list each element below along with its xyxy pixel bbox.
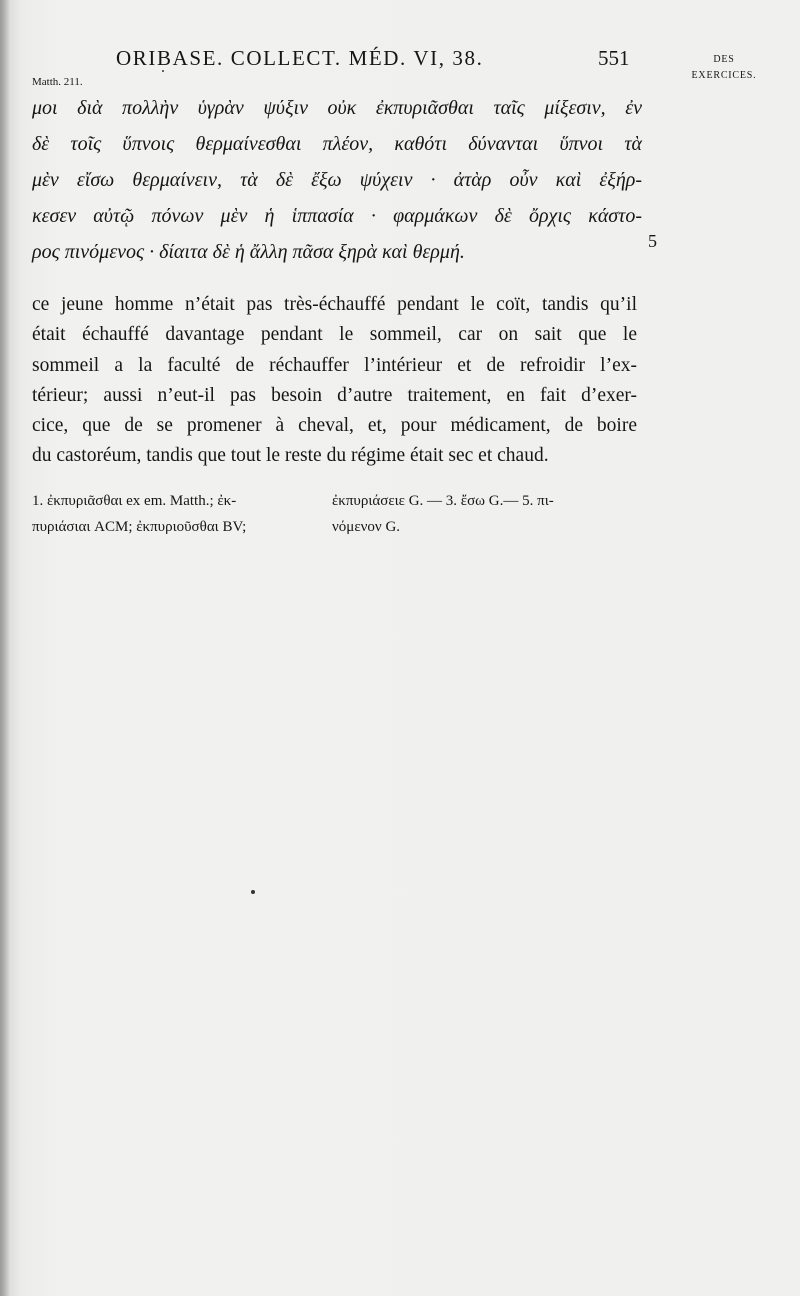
page-number: 551 — [598, 46, 630, 70]
running-header: ORIBASE. COLLECT. MÉD. VI, 38. — [116, 46, 484, 70]
greek-line: κεσεν αὐτῷ πόνων μὲν ἡ ἱππασία · φαρμάκων δὲ ὄρχις κάστο- — [32, 205, 642, 227]
footnotes-column-right — [332, 488, 642, 540]
paper-speck — [251, 890, 255, 894]
footnote-line: νόμενον G. — [332, 519, 401, 535]
edition-reference: Matth. 211. — [32, 76, 83, 88]
french-line: térieur; aussi n’eut-il pas besoin d’autre traitement, en fait d’exer- — [32, 384, 637, 406]
margin-note-line: EXERCICES. — [691, 70, 757, 81]
line-number-marker: 5 — [648, 231, 657, 251]
french-line: ce jeune homme n’était pas très-échauffé pendant le coït, tandis qu’il — [32, 294, 637, 315]
paper-speck — [162, 70, 164, 72]
footnote-line: 1. ἐκπυριᾶσθαι ex em. Matth.; ἐκ- — [32, 493, 237, 509]
right-margin-note — [684, 52, 764, 84]
binding-shadow — [0, 0, 10, 1296]
french-line: sommeil a la faculté de réchauffer l’intérieur et de refroidir l’ex- — [32, 354, 637, 376]
french-translation-block — [32, 290, 637, 472]
greek-line: ρος πινόμενος · δίαιτα δὲ ἡ ἄλλη πᾶσα ξηρὰ καὶ θερμή. — [32, 241, 465, 263]
greek-text-block — [32, 90, 642, 270]
margin-note-line: DES — [713, 54, 735, 65]
footnotes-column-left — [32, 488, 322, 540]
greek-line: δὲ τοῖς ὕπνοις θερμαίνεσθαι πλέον, καθότι δύνανται ὕπνοι τὰ — [32, 133, 642, 155]
french-line: était échauffé davantage pendant le sommeil, car on sait que le — [32, 324, 637, 346]
footnote-line: ἐκπυριάσειε G. — 3. ἔσω G.— 5. πι- — [332, 493, 554, 509]
french-line: cice, que de se promener à cheval, et, pour médicament, de boire — [32, 415, 637, 437]
greek-line: μὲν εἴσω θερμαίνειν, τὰ δὲ ἔξω ψύχειν · ἀτὰρ οὖν καὶ ἐξήρ- — [32, 169, 642, 191]
footnote-line: πυριάσιαι ACM; ἐκπυριοῦσθαι BV; — [32, 519, 247, 535]
greek-line: μοι διὰ πολλὴν ὑγρὰν ψύξιν οὐκ ἐκπυριᾶσθαι ταῖς μίξεσιν, ἐν — [32, 97, 642, 119]
french-line: du castoréum, tandis que tout le reste du régime était sec et chaud. — [32, 445, 549, 467]
